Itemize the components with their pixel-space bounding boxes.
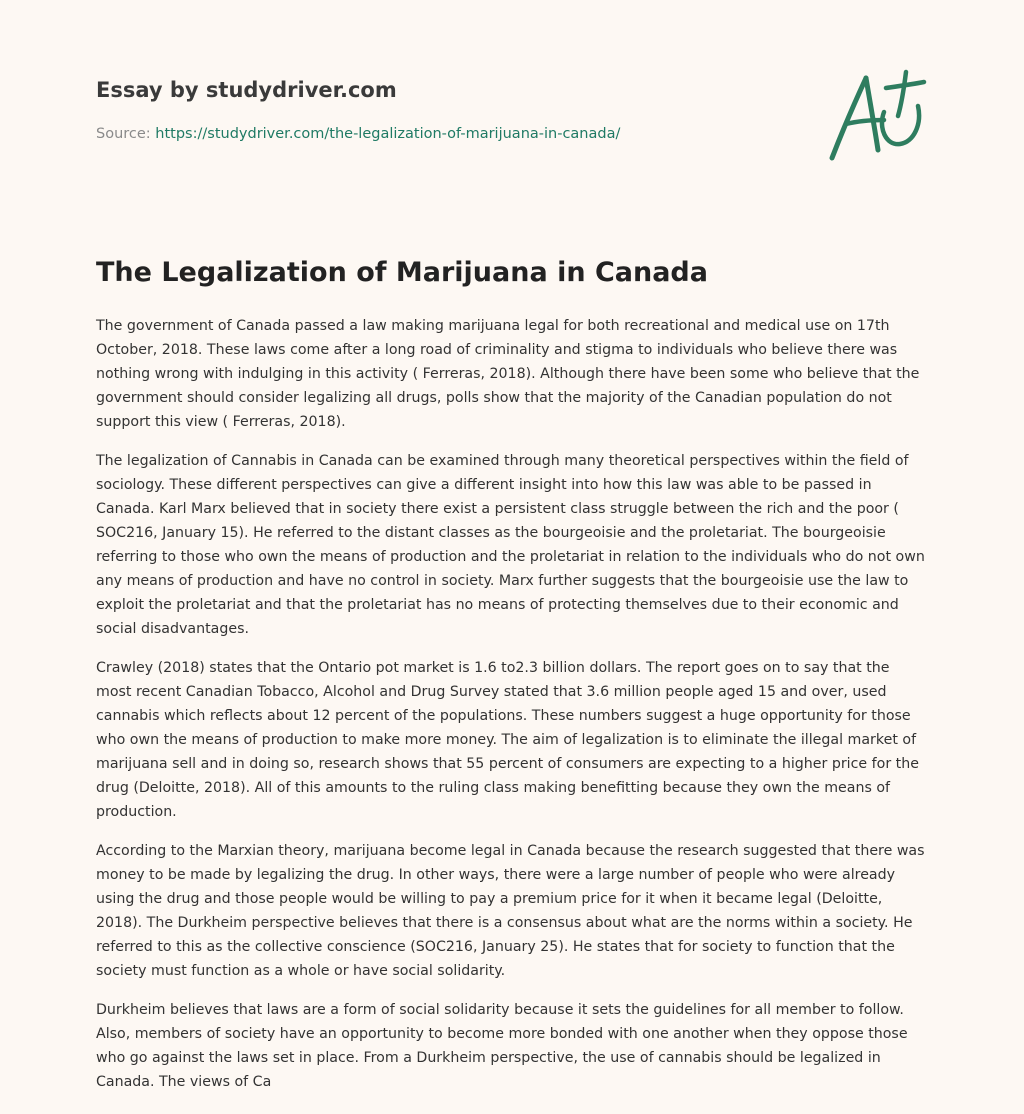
paragraph: The legalization of Cannabis in Canada can be examined through many theoretical perspectives within the field of sociology. These different perspectives can give a different insight into how this law was able to be passed in Canada. Karl Marx believed that in society there exist a persistent class struggle between the rich and the poor ( SOC216, January 15). He referred to the distant classes as the bourgeoisie and the proletariat. The bourgeoisie referring to those who own the means of production and the proletariat in relation to the individuals who do not own any means of production and have no control in society. Marx further suggests that the bourgeoisie use the law to exploit the proletariat and that the proletariat has no means of protecting themselves due to their economic and social disadvantages. [96,453,925,637]
brand-title: Essay by studydriver.com [96,78,397,102]
page-title: The Legalization of Marijuana in Canada [96,257,708,288]
source-label: Source: [96,126,156,142]
source-line [96,124,816,144]
a-plus-logo-icon [820,66,930,166]
paragraph: Crawley (2018) states that the Ontario pot market is 1.6 to2.3 billion dollars. The report goes on to say that the most recent Canadian Tobacco, Alcohol and Drug Survey stated that 3.6 million people aged 15 and over, used cannabis which reflects about 12 percent of the populations. These numbers suggest a huge opportunity for those who own the means of production to make more money. The aim of legalization is to eliminate the illegal market of marijuana sell and in doing so, research shows that 55 percent of consumers are expecting to a higher price for the drug (Deloitte, 2018). All of this amounts to the ruling class making benefitting because they own the means of production. [96,660,919,820]
paragraph: The government of Canada passed a law making marijuana legal for both recreational and medical use on 17th October, 2018. These laws come after a long road of criminality and stigma to individuals who believe there was nothing wrong with indulging in this activity ( Ferreras, 2018). Although there have been some who believe that the government should consider legalizing all drugs, polls show that the majority of the Canadian population do not support this view ( Ferreras, 2018). [96,318,920,430]
header [96,76,816,144]
article-body [96,314,928,1109]
paragraph: Durkheim believes that laws are a form of social solidarity because it sets the guidelines for all member to follow. Also, members of society have an opportunity to become more bonded with one another when they oppose those who go against the laws set in place. From a Durkheim perspective, the use of cannabis should be legalized in Canada. The views of Ca [96,1002,908,1090]
paragraph: According to the Marxian theory, marijuana become legal in Canada because the research suggested that there was money to be made by legalizing the drug. In other ways, there were a large number of people who were already using the drug and those people would be willing to pay a premium price for it when it became legal (Deloitte, 2018). The Durkheim perspective believes that there is a consensus about what are the norms within a society. He referred to this as the collective conscience (SOC216, January 25). He states that for society to function that the society must function as a whole or have social solidarity. [96,843,925,979]
source-link[interactable]: https://studydriver.com/the-legalization-of-marijuana-in-canada/ [155,126,621,142]
